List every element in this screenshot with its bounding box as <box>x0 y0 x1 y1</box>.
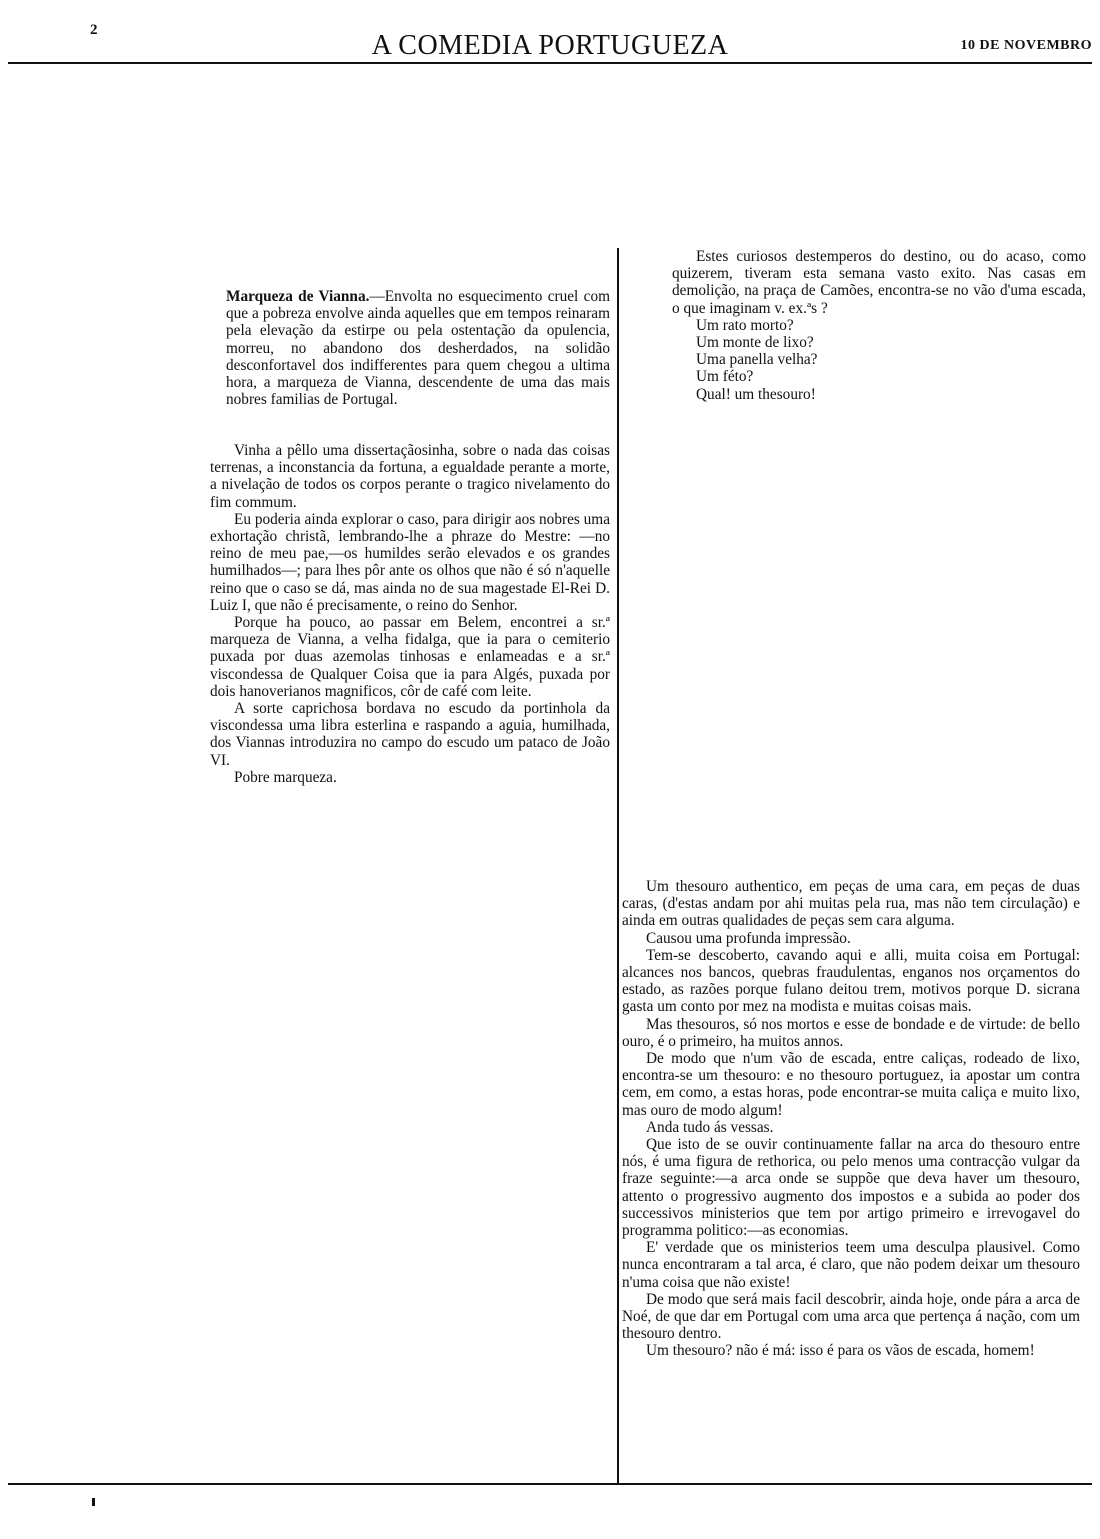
article-line: Um rato morto? <box>696 316 794 334</box>
article-paragraph: Que isto de se ouvir continuamente fallar na arca do thesouro entre nós, é uma figura de rethorica, ou pelo menos uma contracção vulgar da fraze seguinte:—a arca onde se suppõe que deva haver um thesouro, attento o progressivo augmento dos impostos e a subida ao poder dos successivos ministerios que tem por artigo primeiro e irrevogavel do programma politico:—as economias. <box>622 1136 1080 1240</box>
article-paragraph: Mas thesouros, só nos mortos e esse de bondade e de virtude: de bello ouro, é o primeiro, ha muitos annos. <box>622 1015 1080 1050</box>
article-paragraph: Porque ha pouco, ao passar em Belem, encontrei a sr.ª marqueza de Vianna, a velha fidalga, que ia para o cemiterio puxada por duas azemolas tinhosas e enlameadas e a sr.ª viscondessa de Qualquer Coisa que ia para Algés, puxada por dois hanoverianos magnificos, côr de café com leite. <box>210 614 610 700</box>
article-paragraph: Vinha a pêllo uma dissertaçãosinha, sobre o nada das coisas terrenas, a inconstancia da fortuna, a egualdade perante a morte, a nivelação de todos os corpos perante o tragico nivelamento do fim commum. <box>210 442 610 511</box>
masthead-title: A COMEDIA PORTUGUEZA <box>371 30 729 61</box>
article-line: Uma panella velha? <box>696 351 818 369</box>
article-paragraph: De modo que será mais facil descobrir, ainda hoje, onde pára a arca de Noé, de que dar em Portugal com uma arca que pertença á nação, com um thesouro dentro. <box>622 1290 1080 1343</box>
article-paragraph: Anda tudo ás vessas. <box>646 1118 774 1136</box>
page-number: 2 <box>90 22 98 38</box>
issue-date: 10 DE NOVEMBRO <box>960 38 1092 53</box>
column-divider <box>617 248 619 1483</box>
article-line: Um féto? <box>696 368 754 386</box>
article-thesouro-intro <box>672 248 1086 403</box>
footer-rule <box>8 1483 1092 1485</box>
article-paragraph: Tem-se descoberto, cavando aqui e alli, muita coisa em Portugal: alcances nos bancos, quebras fraudulentas, enganos nos orçamentos do estado, as razões porque fulano deitou trem, motivos porque D. sicrana gasta um conto por mez na modista e muitas coisas mais. <box>622 946 1080 1016</box>
article-marqueza-intro <box>226 288 610 408</box>
article-lead: —Envolta no esquecimento cruel com que a pobreza envolve ainda aquelles que em tempos reinaram pela elevação da estirpe ou pela ostentação da opulencia, morreu, no abandono dos desherdados, na solidão desconfortavel dos indifferentes para quem chegou a ultima hora, a marqueza de Vianna, descendente de uma das mais nobres familias de Portugal. <box>226 288 610 409</box>
article-paragraph: Causou uma profunda impressão. <box>646 929 851 947</box>
article-paragraph: Pobre marqueza. <box>234 768 337 786</box>
article-paragraph: Um thesouro? não é má: isso é para os vãos de escada, homem! <box>646 1342 1035 1360</box>
article-paragraph: Eu poderia ainda explorar o caso, para dirigir aos nobres uma exhortação christã, lembrando-lhe a phraze do Mestre: —no reino de meu pae,—os humildes serão elevados e os grandes humilhados—; para lhes pôr ante os olhos que não é só n'aquelle reino que o caso se dá, mas ainda no de sua magestade El-Rei D. Luiz I, que não é precisamente, o reino do Senhor. <box>210 510 610 614</box>
article-paragraph: E' verdade que os ministerios teem uma desculpa plausivel. Como nunca encontraram a tal arca, é claro, que não podem deixar um thesouro n'uma coisa que não existe! <box>622 1239 1080 1291</box>
article-paragraph: Estes curiosos destemperos do destino, ou do acaso, como quizerem, tiveram esta semana vasto exito. Nas casas em demolição, na praça de Camões, encontra-se no vão d'uma escada, o que imaginam v. ex.ªs ? <box>672 248 1086 317</box>
article-marqueza-body <box>210 442 610 786</box>
article-paragraph <box>226 288 610 408</box>
article-headline: Marqueza de Vianna. <box>226 288 370 305</box>
article-line: Um monte de lixo? <box>696 334 814 352</box>
article-line: Qual! um thesouro! <box>696 385 816 403</box>
article-paragraph: De modo que n'um vão de escada, entre caliças, rodeado de lixo, encontra-se um thesouro: e no thesouro portuguez, ia apostar um contra cem, em como, a estas horas, pode encontrar-se muita caliça e muito lixo, mas ouro de modo algum! <box>622 1050 1080 1119</box>
article-paragraph: Um thesouro authentico, em peças de uma cara, em peças de duas caras, (d'estas andam por ahi muitas pela rua, mas não tem circulação) e ainda em outras qualidades de peças sem cara alguma. <box>622 878 1080 930</box>
margin-mark <box>92 1498 95 1506</box>
article-thesouro-body <box>622 878 1080 1360</box>
article-paragraph: A sorte caprichosa bordava no escudo da portinhola da viscondessa uma libra esterlina e raspando a aguia, humilhada, dos Viannas introduzira no campo do escudo um pataco de João VI. <box>210 700 610 769</box>
header-rule <box>8 62 1092 64</box>
